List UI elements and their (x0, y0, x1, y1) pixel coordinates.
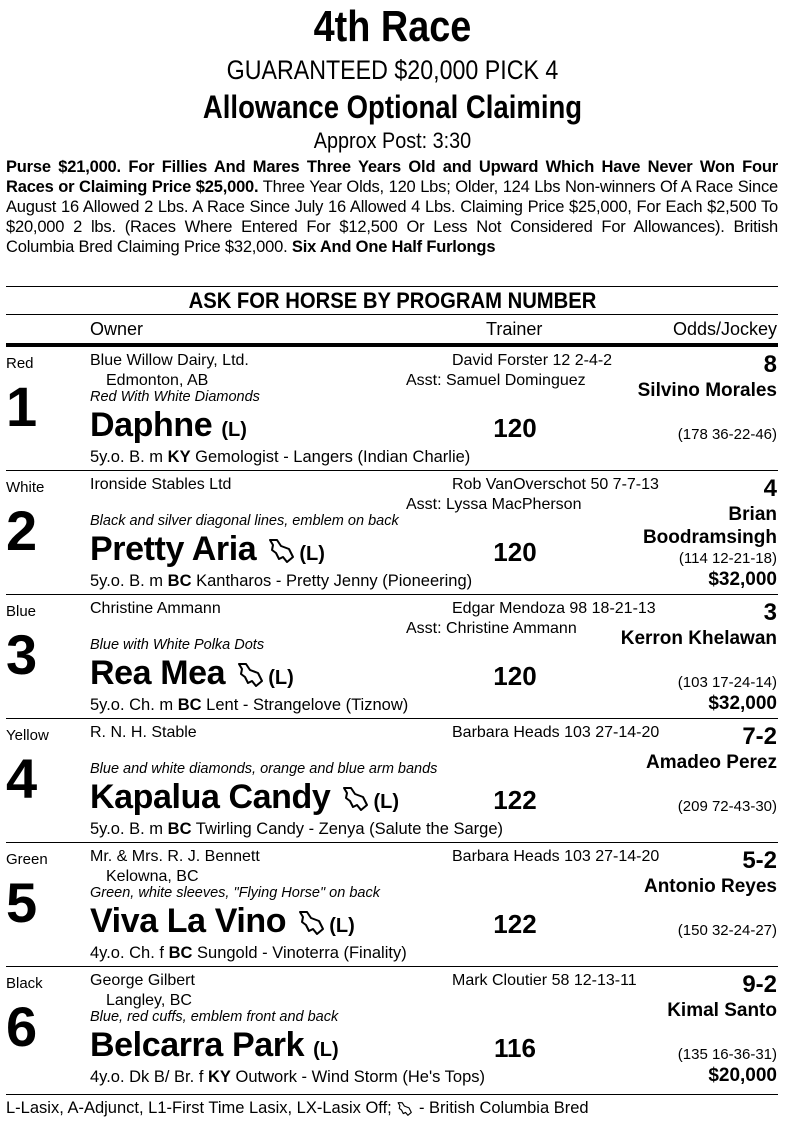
claiming-price: $32,000 (708, 693, 777, 714)
owner-name: Blue Willow Dairy, Ltd. (90, 352, 249, 369)
column-owner: Owner (90, 319, 144, 339)
owner-name: Mr. & Mrs. R. J. Bennett (90, 848, 260, 865)
pedigree (90, 1067, 485, 1087)
weight: 116 (494, 1033, 536, 1063)
entry-row (0, 843, 785, 967)
entry-row (0, 347, 785, 471)
age-sex: 4y.o. Dk B/ Br. f (90, 1068, 204, 1086)
assistant-trainer: Asst: Samuel Dominguez (406, 372, 586, 389)
weight: 122 (493, 785, 537, 815)
race-conditions (6, 157, 778, 257)
pedigree (90, 695, 408, 715)
horse-name: Viva La Vino (90, 902, 287, 940)
jockey-name: Kimal Santo (667, 1000, 777, 1021)
entry-row (0, 595, 785, 719)
jockey-name: Antonio Reyes (643, 876, 777, 897)
owner-name: Christine Ammann (90, 600, 221, 617)
medication: (L) (299, 543, 325, 565)
program-number: 3 (6, 623, 38, 686)
saddlecloth-color: Blue (6, 603, 37, 620)
foaling-state: BC (177, 696, 202, 714)
jockey-name: Brian Boodramsingh (642, 504, 777, 548)
conditions-body: Three Year Olds, 120 Lbs; Older, 124 Lbs Non-winners Of A Race Since August 16 Allowed 2 Lbs. A Race Since July 16 Allowed 4 Lbs. Claiming Price $25,000, For Each $2,500 To $20,000 2 lbs. (Races Where Entered For $12,500 Or Less Not Considered For Allowances). British Columbia Bred Claiming Price $32,000. (6, 178, 778, 256)
pick-4-banner: GUARANTEED $20,000 PICK 4 (226, 55, 559, 85)
age-sex: 5y.o. B. m (90, 820, 164, 838)
jockey-stats: (135 16-36-31) (677, 1046, 777, 1063)
saddlecloth-color: Yellow (6, 727, 49, 744)
horse-name-line (90, 405, 247, 450)
silks-description: Black and silver diagonal lines, emblem on back (90, 513, 399, 529)
post-time: Approx Post: 3:30 (313, 128, 472, 153)
morning-line-odds: 3 (763, 599, 777, 626)
british-columbia-map-icon (267, 537, 297, 565)
foaling-state: BC (167, 572, 192, 590)
program-number: 4 (6, 747, 38, 810)
horse-name: Pretty Aria (90, 530, 257, 568)
owner-location: Langley, BC (106, 992, 192, 1009)
age-sex: 4y.o. Ch. f (90, 944, 164, 962)
silks-description: Blue, red cuffs, emblem front and back (90, 1009, 339, 1025)
british-columbia-map-icon (396, 1101, 414, 1117)
program-number: 5 (6, 871, 38, 934)
conditions-distance: Six And One Half Furlongs (291, 238, 496, 256)
sire-dam: Lent - Strangelove (Tiznow) (206, 696, 409, 714)
saddlecloth-color: White (6, 479, 45, 496)
owner-name: George Gilbert (90, 972, 195, 989)
horse-name-line (90, 1025, 339, 1070)
british-columbia-map-icon (236, 661, 266, 689)
silks-description: Blue and white diamonds, orange and blue arm bands (90, 761, 438, 777)
banner-rule (6, 314, 778, 315)
morning-line-odds: 9-2 (742, 971, 777, 998)
race-type: Allowance Optional Claiming (202, 89, 583, 125)
program-number: 1 (6, 375, 38, 438)
sire-dam: Gemologist - Langers (Indian Charlie) (195, 448, 471, 466)
pedigree (90, 447, 470, 467)
medication: (L) (221, 419, 247, 441)
medication: (L) (373, 791, 400, 813)
owner-location: Edmonton, AB (106, 372, 209, 389)
horse-name: Kapalua Candy (90, 778, 331, 816)
legend-footer (6, 1098, 589, 1118)
horse-name-line (90, 529, 325, 574)
morning-line-odds: 8 (763, 351, 777, 378)
foaling-state: BC (168, 944, 193, 962)
morning-line-odds: 7-2 (742, 723, 777, 750)
trainer: Barbara Heads 103 27-14-20 (452, 848, 660, 865)
entry-row (0, 471, 785, 595)
silks-description: Green, white sleeves, "Flying Horse" on back (90, 885, 380, 901)
jockey-name: Silvino Morales (637, 380, 777, 401)
silks-description: Blue with White Polka Dots (90, 637, 265, 653)
medication: (L) (329, 915, 355, 937)
morning-line-odds: 5-2 (742, 847, 777, 874)
jockey-name: Amadeo Perez (646, 752, 777, 773)
claiming-price: $32,000 (708, 569, 777, 590)
race-title: 4th Race (313, 2, 472, 51)
trainer: Mark Cloutier 58 12-13-11 (452, 972, 637, 989)
weight: 122 (493, 909, 537, 939)
column-trainer: Trainer (486, 319, 543, 339)
saddlecloth-color: Green (6, 851, 48, 868)
medication: (L) (313, 1039, 339, 1061)
horse-name: Belcarra Park (90, 1026, 305, 1064)
foaling-state: KY (208, 1068, 231, 1086)
british-columbia-map-icon (297, 909, 327, 937)
sire-dam: Twirling Candy - Zenya (Salute the Sarge) (195, 820, 504, 838)
age-sex: 5y.o. Ch. m (90, 696, 174, 714)
morning-line-odds: 4 (763, 475, 777, 502)
entry-row (0, 967, 785, 1091)
saddlecloth-color: Black (6, 975, 43, 992)
program-number-banner: ASK FOR HORSE BY PROGRAM NUMBER (188, 288, 597, 313)
horse-name: Rea Mea (90, 654, 226, 692)
pedigree (90, 819, 503, 839)
silks-description: Red With White Diamonds (90, 389, 260, 405)
bc-bred-legend: - British Columbia Bred (414, 1099, 589, 1117)
horse-name: Daphne (90, 406, 213, 444)
weight: 120 (493, 537, 537, 567)
jockey-stats: (178 36-22-46) (677, 426, 777, 443)
top-rule (6, 286, 778, 287)
assistant-trainer: Asst: Lyssa MacPherson (406, 496, 582, 513)
weight: 120 (493, 661, 537, 691)
sire-dam: Outwork - Wind Storm (He's Tops) (235, 1068, 485, 1086)
trainer: Rob VanOverschot 50 7-7-13 (452, 476, 659, 493)
medication-legend: L-Lasix, A-Adjunct, L1-First Time Lasix, LX-Lasix Off; (6, 1099, 392, 1117)
age-sex: 5y.o. B. m (90, 448, 164, 466)
foaling-state: KY (167, 448, 191, 466)
sire-dam: Kantharos - Pretty Jenny (Pioneering) (196, 572, 473, 590)
trainer: Barbara Heads 103 27-14-20 (452, 724, 660, 741)
jockey-name: Kerron Khelawan (620, 628, 777, 649)
foaling-state: BC (167, 820, 192, 838)
owner-location: Kelowna, BC (106, 868, 199, 885)
sire-dam: Sungold - Vinoterra (Finality) (197, 944, 407, 962)
program-number: 6 (6, 995, 38, 1058)
claiming-price: $20,000 (708, 1065, 777, 1086)
assistant-trainer: Asst: Christine Ammann (406, 620, 577, 637)
program-number: 2 (6, 499, 38, 562)
horse-name-line (90, 653, 294, 698)
british-columbia-map-icon (341, 785, 371, 813)
pedigree (90, 571, 472, 591)
horse-name-line (90, 777, 399, 822)
horse-name-line (90, 901, 355, 946)
owner-name: Ironside Stables Ltd (90, 476, 232, 493)
jockey-stats: (103 17-24-14) (677, 674, 777, 691)
age-sex: 5y.o. B. m (90, 572, 164, 590)
trainer: Edgar Mendoza 98 18-21-13 (452, 600, 656, 617)
jockey-stats: (114 12-21-18) (678, 550, 777, 567)
pedigree (90, 943, 407, 963)
medication: (L) (268, 667, 294, 689)
owner-name: R. N. H. Stable (90, 724, 197, 741)
column-odds-jockey: Odds/Jockey (672, 319, 777, 339)
weight: 120 (493, 413, 537, 443)
bottom-rule (6, 1094, 778, 1095)
trainer: David Forster 12 2-4-2 (452, 352, 613, 369)
conditions-purse: Purse $21,000. For Fillies And Mares Three Years Old and Upward Which Have Never Won Four Races or Claiming Price $25,000. (6, 158, 778, 196)
jockey-stats: (209 72-43-30) (677, 798, 777, 815)
entry-row (0, 719, 785, 843)
jockey-stats: (150 32-24-27) (677, 922, 777, 939)
saddlecloth-color: Red (6, 355, 34, 372)
